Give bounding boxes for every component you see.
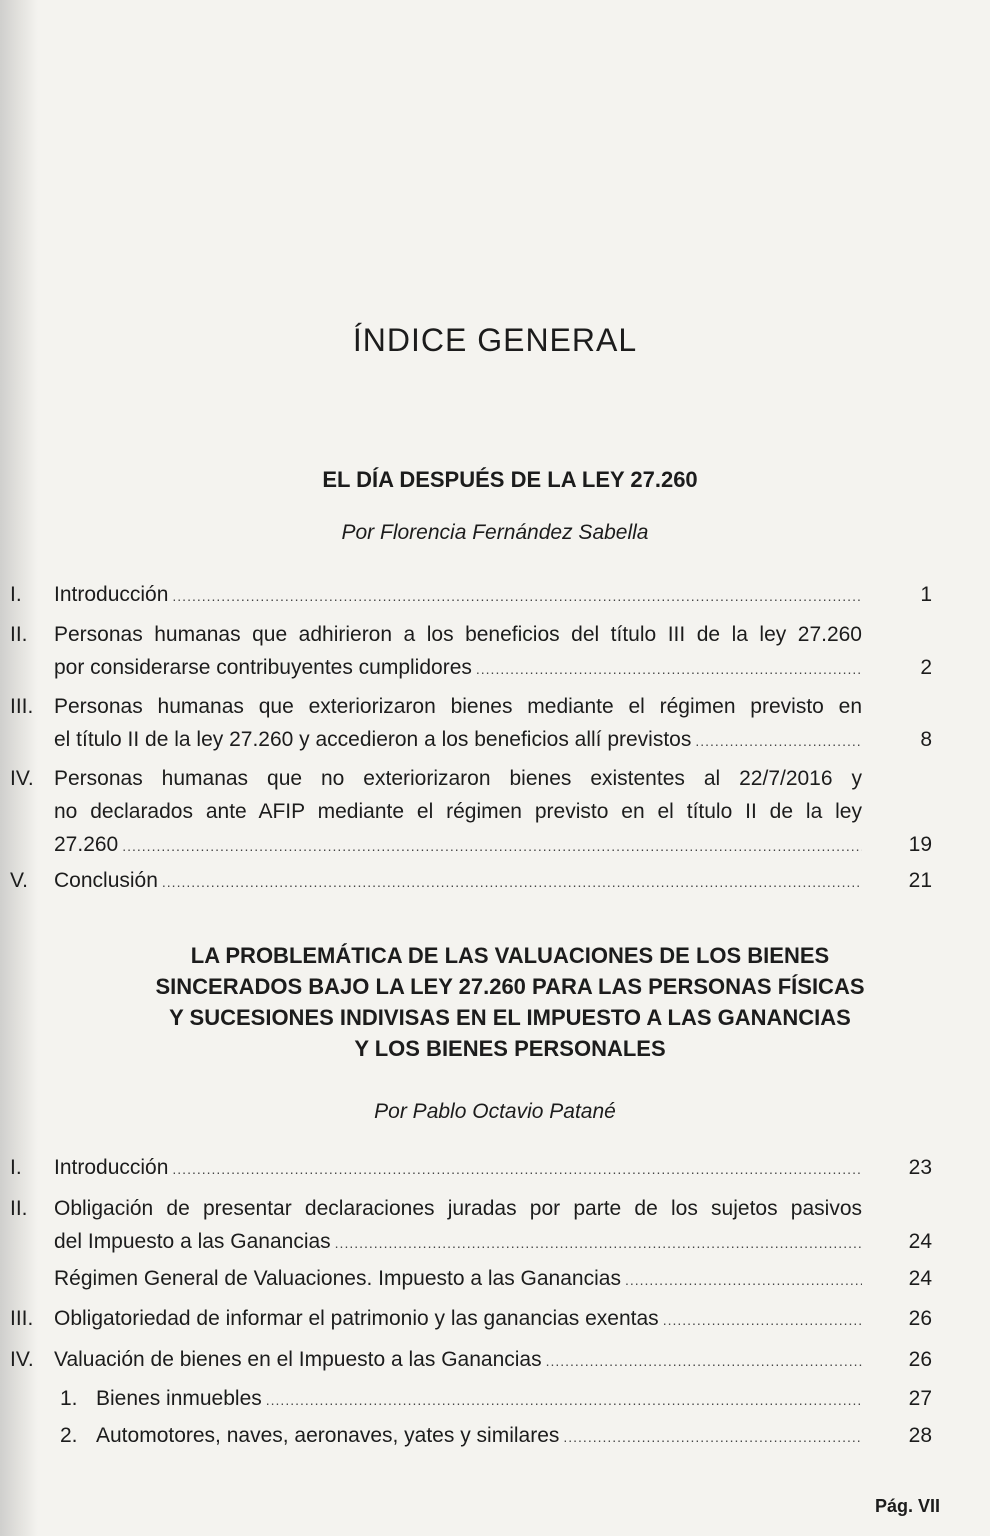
index-title: ÍNDICE GENERAL: [352, 322, 638, 358]
section-2-author: Por Pablo Octavio Patané: [374, 1100, 616, 1123]
dot-leader: [563, 1419, 862, 1454]
toc-entry-number: IV.: [10, 1348, 34, 1371]
toc-entry-text: el título II de la ley 27.260 y accedieron a los beneficios allí previstos: [54, 728, 692, 751]
toc-page-number: 27: [908, 1387, 932, 1410]
toc-entry-text: Valuación de bienes en el Impuesto a las Ganancias: [54, 1348, 542, 1371]
toc-entry-number: II.: [10, 1197, 28, 1220]
dot-leader: [172, 578, 862, 613]
toc-entry-number: I.: [10, 583, 22, 606]
toc-page-number: 1: [920, 583, 932, 606]
toc-entry-number: III.: [10, 1307, 34, 1330]
toc-entry-text: Bienes inmuebles: [96, 1387, 262, 1410]
toc-page-number: 8: [920, 728, 932, 751]
dot-leader: [335, 1225, 862, 1260]
toc-entry-text: Régimen General de Valuaciones. Impuesto a las Ganancias: [54, 1267, 621, 1290]
toc-entry-number: I.: [10, 1156, 22, 1179]
section-2-title-line: LA PROBLEMÁTICA DE LAS VALUACIONES DE LOS BIENES: [190, 943, 830, 968]
dot-leader: [162, 864, 862, 899]
dot-leader: [476, 651, 862, 686]
toc-entry-text: Conclusión: [54, 869, 158, 892]
dot-leader: [122, 828, 862, 863]
section-2-title-line: Y SUCESIONES INDIVISAS EN EL IMPUESTO A LAS GANANCIAS: [169, 1005, 851, 1030]
toc-page-number: 2: [920, 656, 932, 679]
toc-page-number: 23: [908, 1156, 932, 1179]
toc-entry-text: no declarados ante AFIP mediante el régimen previsto en el título II de la ley: [54, 800, 862, 823]
toc-page-number: 19: [908, 833, 932, 856]
toc-entry-number: II.: [10, 623, 28, 646]
section-2-title-line: SINCERADOS BAJO LA LEY 27.260 PARA LAS PERSONAS FÍSICAS: [155, 974, 865, 999]
toc-entry-text: Introducción: [54, 1156, 169, 1179]
toc-page-number: 26: [908, 1307, 932, 1330]
toc-entry-text: Personas humanas que no exteriorizaron bienes existentes al 22/7/2016 y: [54, 767, 862, 790]
toc-entry-number: IV.: [10, 767, 34, 790]
toc-entry-text: Personas humanas que exteriorizaron bienes mediante el régimen previsto en: [54, 695, 862, 718]
toc-page-number: 21: [908, 869, 932, 892]
toc-entry-number: III.: [10, 695, 34, 718]
toc-page-number: 24: [908, 1267, 932, 1290]
toc-entry-text: 27.260: [54, 833, 119, 856]
toc-entry-text: Obligación de presentar declaraciones juradas por parte de los sujetos pasivos: [54, 1197, 862, 1220]
page-number-footer: Pág. VII: [874, 1496, 940, 1516]
section-2-title: [150, 940, 870, 1064]
toc-entry-text: por considerarse contribuyentes cumplidores: [54, 656, 472, 679]
dot-leader: [546, 1343, 862, 1378]
toc-entry-text: Introducción: [54, 583, 169, 606]
dot-leader: [663, 1302, 862, 1337]
toc-page-number: 26: [908, 1348, 932, 1371]
toc-entry-number: 2.: [60, 1424, 78, 1447]
toc-entry-text: del Impuesto a las Ganancias: [54, 1230, 331, 1253]
section-1-author: Por Florencia Fernández Sabella: [341, 521, 649, 544]
toc-page-number: 28: [908, 1424, 932, 1447]
dot-leader: [266, 1382, 862, 1417]
dot-leader: [695, 723, 862, 758]
toc-entry-number: V.: [10, 869, 28, 892]
toc-entry-text: Obligatoriedad de informar el patrimonio y las ganancias exentas: [54, 1307, 659, 1330]
dot-leader: [625, 1262, 862, 1297]
toc-entry-number: 1.: [60, 1387, 78, 1410]
toc-page-number: 24: [908, 1230, 932, 1253]
section-2-title-line: Y LOS BIENES PERSONALES: [354, 1036, 666, 1061]
dot-leader: [172, 1151, 862, 1186]
section-1-title: EL DÍA DESPUÉS DE LA LEY 27.260: [322, 467, 698, 492]
toc-entry-text: Personas humanas que adhirieron a los beneficios del título III de la ley 27.260: [54, 623, 862, 646]
toc-entry-text: Automotores, naves, aeronaves, yates y similares: [96, 1424, 560, 1447]
